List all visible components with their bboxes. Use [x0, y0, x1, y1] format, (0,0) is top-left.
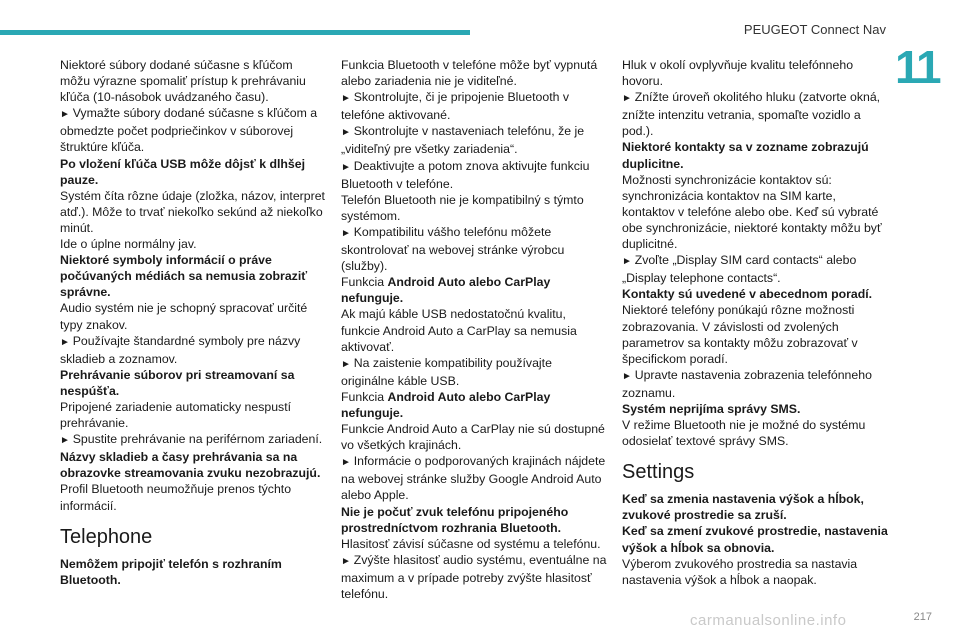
- action-item: [60, 105, 326, 155]
- paragraph: Funkcia Bluetooth v telefóne môže byť vypnutá alebo zariadenia nie je viditeľné.: [341, 58, 598, 89]
- problem-heading: Niektoré kontakty sa v zozname zobrazujú duplicitne.: [622, 140, 869, 171]
- problem-bold: Android Auto alebo CarPlay nefunguje.: [341, 389, 551, 420]
- arrow-icon: ►: [622, 93, 635, 105]
- problem-heading: Kontakty sú uvedené v abecednom poradí.: [622, 287, 873, 302]
- problem-heading: Keď sa zmenia nastavenia výšok a hĺbok, zvukové prostredie sa zruší.: [622, 492, 864, 523]
- arrow-icon: ►: [341, 227, 354, 239]
- problem-heading: Nie je počuť zvuk telefónu pripojeného prostredníctvom rozhrania Bluetooth.: [341, 504, 569, 535]
- action-text: Upravte nastavenia zobrazenia telefónneho zoznamu.: [622, 367, 872, 400]
- watermark: carmanualsonline.info: [690, 612, 847, 629]
- problem-heading: Nemôžem pripojiť telefón s rozhraním Bluetooth.: [60, 556, 282, 587]
- arrow-icon: ►: [60, 336, 73, 348]
- action-text: Vymažte súbory dodané súčasne s kľúčom a obmedzte počet podpriečinkov v súborovej štruktúre kľúča.: [60, 106, 318, 155]
- arrow-icon: ►: [60, 435, 73, 447]
- action-item: [622, 89, 888, 139]
- section-heading: Settings: [622, 461, 695, 484]
- action-text: Používajte štandardné symboly pre názvy skladieb a zoznamov.: [60, 333, 301, 366]
- paragraph: V režime Bluetooth nie je možné do systému odosielať textové správy SMS.: [622, 418, 866, 449]
- paragraph: Ide o úplne normálny jav.: [60, 237, 197, 252]
- action-text: Skontrolujte, či je pripojenie Bluetooth v telefóne aktivované.: [341, 90, 570, 123]
- problem-heading: Keď sa zmení zvukové prostredie, nastavenia výšok a hĺbok sa obnovia.: [622, 524, 888, 555]
- paragraph: Telefón Bluetooth nie je kompatibilný s týmto systémom.: [341, 192, 584, 223]
- arrow-icon: ►: [341, 457, 354, 469]
- action-text: Na zaistenie kompatibility používajte originálne káble USB.: [341, 355, 552, 388]
- paragraph: Niektoré súbory dodané súčasne s kľúčom môžu výrazne spomaliť prístup k prehrávaniu kľúča (10-násobok uvádzaného času).: [60, 58, 306, 105]
- section-heading: Telephone: [60, 525, 153, 548]
- action-text: Skontrolujte v nastaveniach telefónu, že je „viditeľný pre všetky zariadenia“.: [341, 124, 585, 157]
- problem-heading-mixed: [341, 389, 607, 421]
- action-text: Spustite prehrávanie na periférnom zariadení.: [72, 432, 323, 447]
- action-item: [341, 224, 607, 274]
- header-accent-bar: [0, 30, 470, 35]
- paragraph: Profil Bluetooth neumožňuje prenos týchto informácií.: [60, 482, 292, 513]
- action-item: [341, 552, 607, 602]
- page-number: 217: [913, 611, 932, 623]
- column-2: [341, 57, 607, 602]
- arrow-icon: ►: [341, 93, 354, 105]
- action-item: [341, 158, 607, 192]
- arrow-icon: ►: [341, 358, 354, 370]
- column-3: [622, 57, 888, 588]
- problem-heading-mixed: [341, 274, 607, 306]
- chapter-number: 11: [895, 41, 940, 93]
- paragraph: Ak majú káble USB nedostatočnú kvalitu, funkcie Android Auto a CarPlay sa nemusia aktivovať.: [341, 307, 577, 354]
- problem-heading: Po vložení kľúča USB môže dôjsť k dlhšej pauze.: [60, 156, 306, 187]
- action-text: Zvýšte hlasitosť audio systému, eventuálne na maximum a v prípade potreby zvýšte hlasitosť telefónu.: [341, 552, 607, 601]
- action-item: [341, 453, 607, 503]
- action-item: [60, 431, 326, 449]
- arrow-icon: ►: [622, 370, 635, 382]
- problem-prefix: Funkcia: [341, 275, 388, 290]
- paragraph: Hluk v okolí ovplyvňuje kvalitu telefónneho hovoru.: [622, 58, 854, 89]
- paragraph: Hlasitosť závisí súčasne od systému a telefónu.: [341, 536, 601, 551]
- header-title: PEUGEOT Connect Nav: [743, 22, 886, 37]
- action-item: [341, 355, 607, 389]
- problem-heading: Niektoré symboly informácií o práve počúvaných médiách sa nemusia zobraziť správne.: [60, 253, 308, 300]
- action-text: Deaktivujte a potom znova aktivujte funkciu Bluetooth v telefóne.: [341, 158, 590, 191]
- paragraph: Výberom zvukového prostredia sa nastavia nastavenia výšok a hĺbok a naopak.: [622, 556, 858, 587]
- column-1: [60, 57, 326, 588]
- action-item: [622, 367, 888, 401]
- paragraph: Audio systém nie je schopný spracovať určité typy znakov.: [60, 301, 308, 332]
- action-text: Informácie o podporovaných krajinách nájdete na webovej stránke služby Google Android Auto alebo Apple.: [341, 454, 606, 503]
- problem-heading: Názvy skladieb a časy prehrávania sa na obrazovke streamovania zvuku nezobrazujú.: [60, 450, 321, 481]
- action-text: Kompatibilitu vášho telefónu môžete skontrolovať na webovej stránke výrobcu (služby).: [341, 224, 565, 274]
- action-text: Znížte úroveň okolitého hluku (zatvorte okná, znížte intenzitu vetrania, spomaľte vozidlo a pod.).: [622, 90, 881, 139]
- paragraph: Pripojené zariadenie automaticky nespustí prehrávanie.: [60, 399, 292, 431]
- action-item: [622, 252, 888, 286]
- problem-prefix: Funkcia: [341, 389, 388, 404]
- action-item: [341, 123, 607, 157]
- action-item: [341, 89, 607, 123]
- arrow-icon: ►: [622, 256, 635, 268]
- action-text: Zvoľte „Display SIM card contacts“ alebo „Display telephone contacts“.: [622, 253, 857, 286]
- problem-bold: Android Auto alebo CarPlay nefunguje.: [341, 275, 551, 306]
- problem-heading: Systém neprijíma správy SMS.: [622, 401, 801, 416]
- arrow-icon: ►: [341, 555, 354, 567]
- problem-heading: Prehrávanie súborov pri streamovaní sa nespúšťa.: [60, 367, 295, 398]
- paragraph: Niektoré telefóny ponúkajú rôzne možnosti zobrazovania. V závislosti od zvolených parametrov sa kontakty môžu zobrazovať v špecifickom poradí.: [622, 303, 858, 366]
- paragraph: Možnosti synchronizácie kontaktov sú: synchronizácia kontaktov na SIM karte, kontaktov v telefóne alebo obe. Keď sú vybraté obe synchronizácie, niektoré kontakty môžu byť duplicitné.: [622, 172, 882, 252]
- action-item: [60, 333, 326, 367]
- paragraph: Systém číta rôzne údaje (zložka, názov, interpret atď.). Môže to trvať niekoľko sekúnd až niekoľko minút.: [60, 188, 325, 235]
- arrow-icon: ►: [341, 161, 354, 173]
- arrow-icon: ►: [341, 127, 354, 139]
- paragraph: Funkcie Android Auto a CarPlay nie sú dostupné vo všetkých krajinách.: [341, 422, 605, 453]
- arrow-icon: ►: [60, 109, 73, 121]
